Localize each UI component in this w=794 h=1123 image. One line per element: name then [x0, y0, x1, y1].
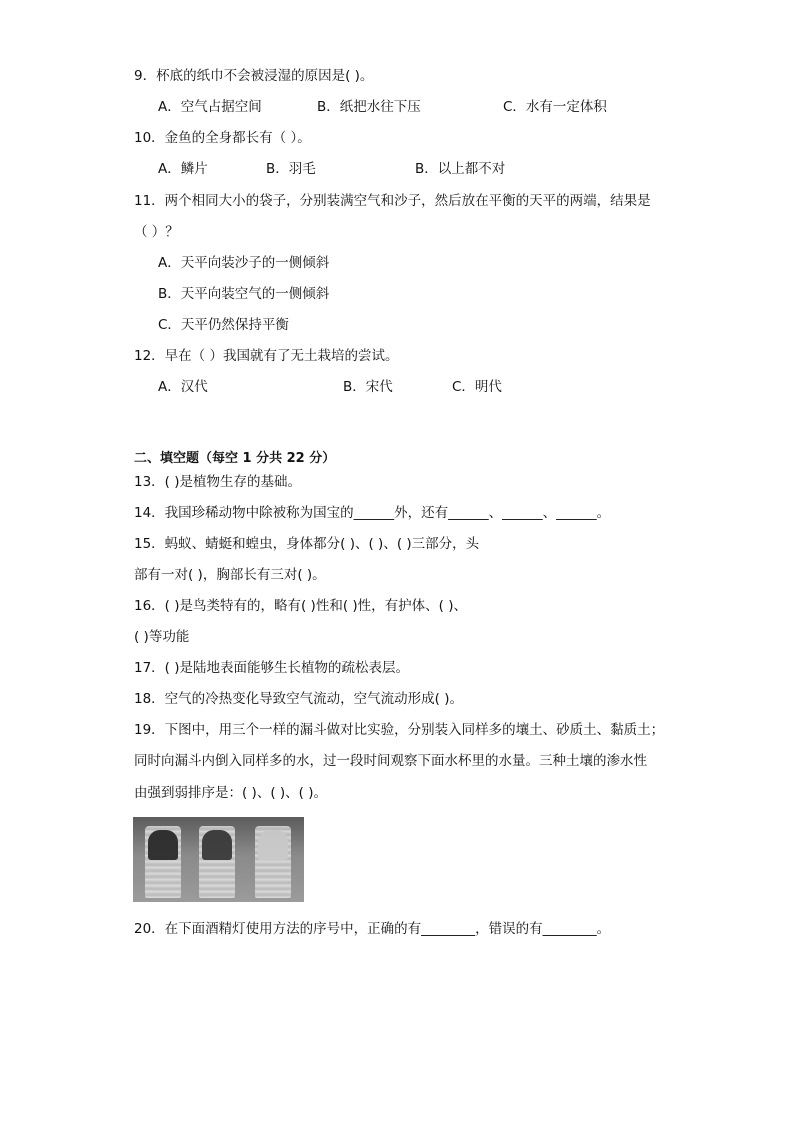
q14: 14．我国珍稀动物中除被称为国宝的______外，还有______、______、______。 [134, 505, 611, 521]
soil-experiment-photo [133, 817, 304, 902]
q12-option-c: C．明代 [452, 379, 502, 395]
cup-loam [145, 826, 181, 898]
q17: 17．( )是陆地表面能够生长植物的疏松表层。 [134, 660, 410, 676]
section-heading: 二、填空题（每空 1 分共 22 分） [134, 451, 336, 466]
q9-stem: 9．杯底的纸巾不会被浸湿的原因是( )。 [134, 68, 374, 84]
q10-option-c: B．以上都不对 [415, 161, 506, 177]
cup-sandy [199, 826, 235, 898]
q12-option-b: B．宋代 [343, 379, 393, 395]
q10-stem: 10．金鱼的全身都长有（ ）。 [134, 130, 311, 146]
q10-option-b: B．羽毛 [266, 161, 316, 177]
soil-sandy [202, 830, 232, 860]
q11-stem: 11．两个相同大小的袋子，分别装满空气和沙子，然后放在平衡的天平的两端，结果是 [134, 193, 651, 209]
q13: 13．( )是植物生存的基础。 [134, 474, 302, 490]
q11-option-a: A．天平向装沙子的一侧倾斜 [158, 255, 330, 271]
q10-option-a: A．鳞片 [158, 161, 208, 177]
q12-option-a: A．汉代 [158, 379, 208, 395]
q11-option-b: B．天平向装空气的一侧倾斜 [158, 286, 330, 302]
q19-line1: 19．下图中，用三个一样的漏斗做对比实验，分别装入同样多的壤土、砂质土、黏质土； [134, 722, 665, 738]
q9-option-c: C．水有一定体积 [503, 99, 607, 115]
q19-line3: 由强到弱排序是：( )、( )、( )。 [134, 785, 327, 801]
q15-line2: 部有一对( )，胸部长有三对( )。 [134, 567, 326, 583]
q18: 18．空气的冷热变化导致空气流动，空气流动形成( )。 [134, 691, 464, 707]
q9-option-b: B．纸把水往下压 [317, 99, 421, 115]
cup-clay [255, 826, 291, 898]
q16-line1: 16．( )是鸟类特有的，略有( )性和( )性，有护体、( )、 [134, 598, 467, 614]
q16-line2: ( )等功能 [134, 629, 190, 645]
q11-option-c: C．天平仍然保持平衡 [158, 317, 289, 333]
soil-clay [258, 830, 288, 860]
soil-loam [148, 830, 178, 860]
q12-stem: 12．早在（ ）我国就有了无土栽培的尝试。 [134, 348, 399, 364]
q11-stem-cont: （ ）？ [134, 224, 179, 240]
q9-option-a: A．空气占据空间 [158, 99, 262, 115]
q20: 20．在下面酒精灯使用方法的序号中，正确的有________，错误的有________。 [134, 921, 611, 937]
q19-line2: 同时向漏斗内倒入同样多的水，过一段时间观察下面水杯里的水量。三种土壤的渗水性 [134, 753, 647, 769]
q15-line1: 15．蚂蚁、蜻蜓和蝗虫，身体都分( )、( )、( )三部分，头 [134, 536, 480, 552]
